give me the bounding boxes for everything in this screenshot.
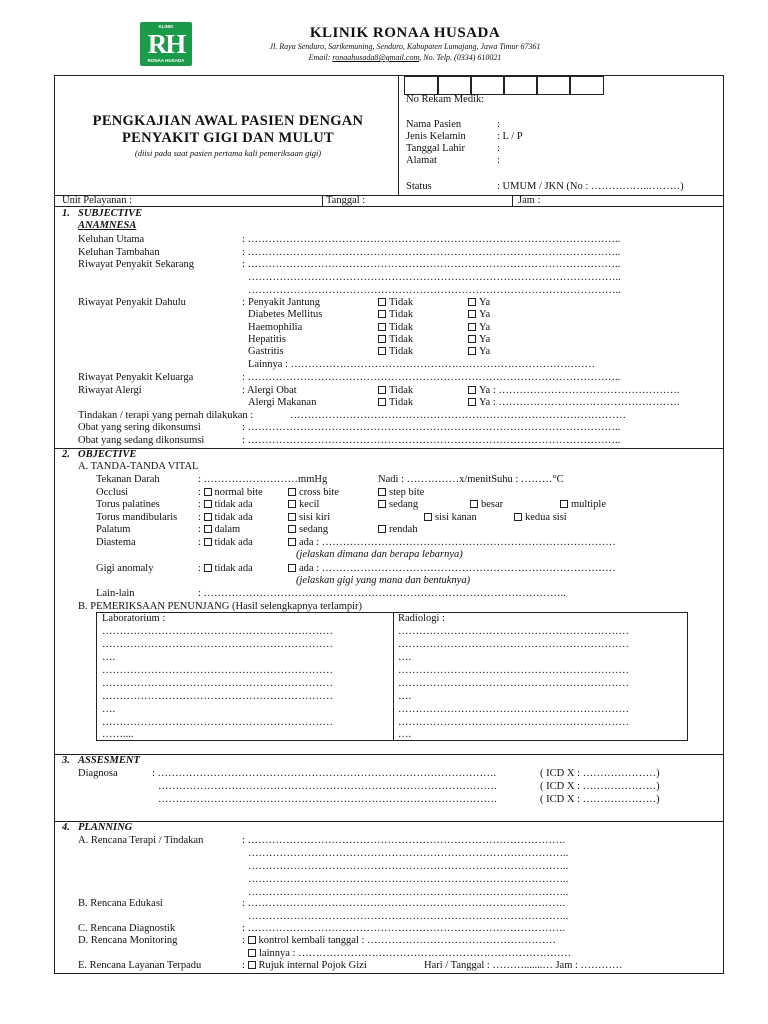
section-divider-4 — [54, 821, 724, 822]
diagnosa-field-1[interactable]: : ……………………………………………………………………………………. — [152, 768, 497, 779]
obat-sering-field[interactable]: : …………………………………………………………………………………………….. — [242, 422, 621, 433]
riwayat-dahulu-label: Riwayat Penyakit Dahulu — [78, 297, 186, 308]
tidak-label: Tidak — [389, 346, 414, 357]
option-label: besar — [481, 499, 504, 510]
icd-field-2[interactable]: ( ICD X : …………………) — [540, 781, 660, 792]
checkbox-icon — [204, 538, 212, 546]
lab-line-4[interactable]: ………………………………………………………… — [102, 665, 333, 676]
tidak-label: Tidak — [389, 334, 414, 345]
lab-line-6[interactable]: ………………………………………………………… — [102, 691, 333, 702]
disease-1-ya[interactable] — [468, 297, 490, 308]
checkbox-icon — [288, 513, 296, 521]
checkbox-icon — [204, 564, 212, 572]
option-label: kedua sisi — [525, 512, 567, 523]
colon-text: : — [198, 499, 204, 510]
rm-box-2[interactable] — [437, 76, 472, 95]
disease-5-ya[interactable] — [468, 346, 490, 357]
tidak-label: Tidak — [389, 297, 414, 308]
unit-row-bottom — [54, 206, 724, 207]
tekanan-label: Tekanan Darah — [96, 474, 160, 485]
ya-label: Ya — [479, 346, 491, 357]
lab-line-9[interactable]: …….... — [102, 729, 134, 740]
occlusi-step[interactable] — [378, 487, 424, 498]
obat-sedang-label: Obat yang sedang dikonsumsi — [78, 435, 205, 446]
rencana-diagnostik-field[interactable]: : ………………………………………………………………………………. — [242, 923, 566, 934]
checkbox-icon — [468, 347, 476, 355]
torus-man-tidak[interactable] — [198, 512, 253, 523]
keluhan-utama-label: Keluhan Utama — [78, 234, 145, 245]
radio-line-2[interactable]: ………………………………………………………… — [398, 639, 629, 650]
palatum-label: Palatum — [96, 524, 131, 535]
disease-2-tidak[interactable] — [378, 309, 413, 320]
alergi-makanan-label: Alergi Makanan — [248, 397, 317, 408]
keluhan-utama-field[interactable]: : …………………………………………………………………………………………….. — [242, 234, 621, 245]
planning-number: 4. — [62, 822, 70, 833]
lab-label: Laboratorium : — [102, 613, 166, 624]
checkbox-icon — [204, 513, 212, 521]
palatum-rendah[interactable] — [378, 524, 418, 535]
checkbox-icon — [514, 513, 522, 521]
torus-pal-besar[interactable] — [470, 499, 503, 510]
checkbox-icon — [468, 323, 476, 331]
lab-line-1[interactable]: ………………………………………………………… — [102, 626, 333, 637]
colon-text: : — [242, 935, 248, 946]
gigi-tidak[interactable] — [198, 563, 253, 574]
objective-number: 2. — [62, 449, 70, 460]
checkbox-icon — [378, 347, 386, 355]
nama-label: Nama Pasien — [406, 119, 462, 130]
email-label: Email: — [308, 53, 333, 62]
option-label: step bite — [389, 487, 425, 498]
option-label: dalam — [214, 524, 241, 535]
checkbox-icon — [560, 500, 568, 508]
radio-line-7[interactable]: ………………………………………………………… — [398, 704, 629, 715]
title-divider — [398, 75, 399, 195]
unit-divider-2 — [512, 195, 513, 206]
disease-2-label: Diabetes Mellitus — [248, 309, 323, 320]
ya-label: Ya — [479, 309, 491, 320]
radio-line-9[interactable]: …. — [398, 729, 412, 740]
rencana-monitoring-label: D. Rencana Monitoring — [78, 935, 178, 946]
tekanan-field[interactable]: : ………………………mmHg — [198, 474, 328, 485]
checkbox-icon — [378, 386, 386, 394]
status-label: Status — [406, 181, 432, 192]
lainnya-option[interactable] — [248, 948, 571, 959]
rm-label: No Rekam Medik: — [406, 94, 485, 105]
riwayat-sekarang-field-3[interactable]: …………………………………………………………………………………………….. — [248, 285, 621, 296]
lab-line-3[interactable]: …. — [102, 652, 116, 663]
radio-label: Radiologi : — [398, 613, 445, 624]
section-divider-3 — [54, 754, 724, 755]
option-label: sisi kanan — [435, 512, 477, 523]
option-label: ada : ………………………………………………………………………… — [299, 563, 616, 574]
rencana-terapi-label: A. Rencana Terapi / Tindakan — [78, 835, 204, 846]
radio-line-3[interactable]: …. — [398, 652, 412, 663]
rencana-terapi-field-2[interactable]: ……………………………………………………………………………….. — [248, 848, 569, 859]
form-title-line1: PENGKAJIAN AWAL PASIEN DENGAN — [92, 113, 364, 129]
email-link[interactable]: ronaahusada8@gmail.com — [332, 53, 420, 62]
lab-line-5[interactable]: ………………………………………………………… — [102, 678, 333, 689]
rencana-edukasi-label: B. Rencana Edukasi — [78, 898, 163, 909]
diastema-tidak[interactable] — [198, 537, 253, 548]
nadi-field[interactable] — [378, 474, 564, 485]
unit-divider-1 — [322, 195, 323, 206]
diastema-ada[interactable] — [288, 537, 616, 548]
option-label: tidak ada — [214, 499, 253, 510]
icd-field-3[interactable]: ( ICD X : …………………) — [540, 794, 660, 805]
assesment-title: ASSESMENT — [78, 755, 140, 766]
ya-label: Ya — [479, 297, 491, 308]
ya-fill-label: Ya : ……………………………………………. — [479, 385, 680, 396]
option-label: normal bite — [214, 487, 263, 498]
checkbox-icon — [288, 488, 296, 496]
torus-pal-kecil[interactable] — [288, 499, 319, 510]
disease-5-label: Gastritis — [248, 346, 284, 357]
rm-box-4[interactable] — [503, 76, 538, 95]
hari-tanggal-field[interactable]: Hari / Tanggal : ……….......… Jam : ………… — [424, 960, 623, 971]
riwayat-keluarga-label: Riwayat Penyakit Keluarga — [78, 372, 194, 383]
tanggal-colon: : — [497, 143, 500, 154]
disease-3-ya[interactable] — [468, 322, 490, 333]
disease-4-ya[interactable] — [468, 334, 490, 345]
penunjang-title: B. PEMERIKSAAN PENUNJANG (Hasil selengkapnya terlampir) — [78, 601, 363, 612]
frame-bottom — [54, 973, 724, 974]
colon-text: : — [198, 524, 204, 535]
unit-tanggal-label[interactable]: Tanggal : — [326, 195, 366, 206]
disease-1-prefix: : — [242, 297, 245, 308]
torus-palatines-label: Torus palatines — [96, 499, 160, 510]
checkbox-icon — [378, 488, 386, 496]
disease-4-tidak[interactable] — [378, 334, 413, 345]
section-divider-2 — [54, 448, 724, 449]
clinic-logo — [140, 22, 192, 66]
unit-pelayanan-label[interactable]: Unit Pelayanan : — [62, 195, 132, 206]
option-label: sisi kiri — [299, 512, 331, 523]
riwayat-keluarga-field[interactable]: : …………………………………………………………………………………………….. — [242, 372, 621, 383]
alamat-colon: : — [497, 155, 500, 166]
radio-line-8[interactable]: ………………………………………………………… — [398, 717, 629, 728]
option-label: cross bite — [299, 487, 339, 498]
rm-box-1[interactable] — [404, 76, 439, 95]
lab-line-8[interactable]: ………………………………………………………… — [102, 717, 333, 728]
disease-5-tidak[interactable] — [378, 346, 413, 357]
gigi-ada[interactable] — [288, 563, 616, 574]
rencana-terapi-field-1[interactable]: : ………………………………………………………………………………. — [242, 835, 566, 846]
tidak-label: Tidak — [389, 385, 414, 396]
checkbox-icon — [248, 936, 256, 944]
disease-2-ya[interactable] — [468, 309, 490, 320]
lab-line-2[interactable]: ………………………………………………………… — [102, 639, 333, 650]
colon-text: : — [198, 487, 204, 498]
rm-box-5[interactable] — [536, 76, 571, 95]
checkbox-icon — [468, 398, 476, 406]
option-label: tidak ada — [214, 512, 253, 523]
torus-man-kiri[interactable] — [288, 512, 330, 523]
alergi-makanan-ya[interactable] — [468, 397, 679, 408]
nama-colon: : — [497, 119, 500, 130]
checkbox-icon — [378, 298, 386, 306]
diagnosa-field-2[interactable]: ……………………………………………………………………………………. — [158, 781, 497, 792]
torus-man-kedua[interactable] — [514, 512, 567, 523]
checkbox-icon — [288, 500, 296, 508]
torus-mandibularis-label: Torus mandibularis — [96, 512, 178, 523]
option-label: tidak ada — [214, 563, 253, 574]
occlusi-label: Occlusi — [96, 487, 129, 498]
rencana-terapi-field-4[interactable]: ……………………………………………………………………………….. — [248, 874, 569, 885]
assesment-number: 3. — [62, 755, 70, 766]
option-label: Rujuk internal Pojok Gizi — [258, 960, 367, 971]
radio-line-6[interactable]: …. — [398, 691, 412, 702]
occlusi-normal[interactable] — [198, 487, 263, 498]
status-value[interactable]: : UMUM / JKN (No : ……………..………) — [497, 181, 684, 192]
checkbox-icon — [204, 500, 212, 508]
disease-4-label: Hepatitis — [248, 334, 286, 345]
radio-line-1[interactable]: ………………………………………………………… — [398, 626, 629, 637]
unit-row-top — [54, 195, 724, 196]
jenis-value[interactable]: : L / P — [497, 131, 523, 142]
keluhan-tambahan-field[interactable]: : …………………………………………………………………………………………….. — [242, 247, 621, 258]
option-label: sedang — [299, 524, 329, 535]
suhu-label: Suhu : ……… — [491, 474, 553, 485]
obat-sedang-field[interactable]: : …………………………………………………………………………………………….. — [242, 435, 621, 446]
checkbox-icon — [468, 310, 476, 318]
gigi-note: (jelaskan gigi yang mana dan bentuknya) — [296, 575, 471, 586]
alergi-obat-label: : Alergi Obat — [242, 385, 297, 396]
checkbox-icon — [378, 323, 386, 331]
riwayat-sekarang-field-2[interactable]: …………………………………………………………………………………………….. — [248, 272, 621, 283]
checkbox-icon — [248, 961, 256, 969]
occlusi-cross[interactable] — [288, 487, 339, 498]
option-label: kontrol kembali tanggal : ……………………………………………… — [258, 935, 557, 946]
riwayat-sekarang-label: Riwayat Penyakit Sekarang — [78, 259, 195, 270]
gigi-anomaly-label: Gigi anomaly — [96, 563, 154, 574]
checkbox-icon — [248, 949, 256, 957]
tanggal-lahir-label: Tanggal Lahir — [406, 143, 466, 154]
planning-title: PLANNING — [78, 822, 133, 833]
checkbox-icon — [288, 564, 296, 572]
riwayat-sekarang-field[interactable]: : …………………………………………………………………………………………….. — [242, 259, 621, 270]
clinic-contact — [220, 53, 590, 62]
obat-sering-label: Obat yang sering dikonsumsi — [78, 422, 201, 433]
vital-title: A. TANDA-TANDA VITAL — [78, 461, 199, 472]
suhu-unit: °C — [552, 474, 564, 485]
alergi-makanan-tidak[interactable] — [378, 397, 413, 408]
tidak-label: Tidak — [389, 397, 414, 408]
kontrol-option[interactable] — [242, 935, 556, 946]
torus-pal-multiple[interactable] — [560, 499, 606, 510]
checkbox-icon — [288, 538, 296, 546]
rm-box-3[interactable] — [470, 76, 505, 95]
option-label: kecil — [299, 499, 320, 510]
alamat-label: Alamat — [406, 155, 437, 166]
diagnosa-label: Diagnosa — [78, 768, 118, 779]
diagnosa-field-3[interactable]: ……………………………………………………………………………………. — [158, 794, 497, 805]
checkbox-icon — [378, 335, 386, 343]
frame-right — [723, 75, 724, 973]
lainnya-field[interactable]: Lainnya : …………………………………………………………………………… — [248, 359, 596, 370]
ya-label: Ya — [479, 322, 491, 333]
logo-top-text: KLINIK — [158, 24, 174, 29]
option-label: multiple — [571, 499, 606, 510]
penunjang-divider — [393, 613, 394, 740]
checkbox-icon — [378, 500, 386, 508]
logo-mark: RH — [147, 29, 185, 59]
frame-top — [54, 75, 724, 76]
rencana-terapi-field-5[interactable]: ……………………………………………………………………………….. — [248, 887, 569, 898]
checkbox-icon — [204, 525, 212, 533]
rencana-edukasi-field-1[interactable]: : ………………………………………………………………………………. — [242, 898, 566, 909]
phone-text: , No. Telp. (0334) 610021 — [419, 53, 502, 62]
checkbox-icon — [204, 488, 212, 496]
checkbox-icon — [378, 525, 386, 533]
unit-jam-label[interactable]: Jam : — [518, 195, 541, 206]
keluhan-tambahan-label: Keluhan Tambahan — [78, 247, 160, 258]
option-label: rendah — [389, 524, 418, 535]
diastema-note: (jelaskan dimana dan berapa lebarnya) — [296, 549, 463, 560]
diastema-label: Diastema — [96, 537, 136, 548]
disease-3-tidak[interactable] — [378, 322, 413, 333]
disease-1-label: Penyakit Jantung — [248, 297, 321, 308]
checkbox-icon — [468, 386, 476, 394]
rencana-edukasi-field-2[interactable]: ……………………………………………………………………………….. — [248, 911, 569, 922]
lain-lain-label: Lain-lain — [96, 588, 135, 599]
option-label: ada : ………………………………………………………………………… — [299, 537, 616, 548]
jenis-label: Jenis Kelamin — [406, 131, 466, 142]
subjective-number: 1. — [62, 208, 70, 219]
ya-fill-label: Ya : ……………………………………………. — [479, 397, 680, 408]
radio-line-4[interactable]: ………………………………………………………… — [398, 665, 629, 676]
rencana-layanan-label: E. Rencana Layanan Terpadu — [78, 960, 202, 971]
subjective-title: SUBJECTIVE — [78, 208, 143, 219]
checkbox-icon — [288, 525, 296, 533]
option-label: lainnya : …………………………………………………………………… — [259, 948, 572, 959]
anamnesa-title: ANAMNESA — [78, 220, 137, 231]
colon-text: : — [198, 537, 204, 548]
torus-pal-sedang[interactable] — [378, 499, 418, 510]
tidak-label: Tidak — [389, 322, 414, 333]
palatum-sedang[interactable] — [288, 524, 328, 535]
disease-3-label: Haemophilia — [248, 322, 303, 333]
palatum-dalam[interactable] — [198, 524, 240, 535]
tidak-label: Tidak — [389, 309, 414, 320]
checkbox-icon — [378, 398, 386, 406]
checkbox-icon — [468, 298, 476, 306]
objective-title: OBJECTIVE — [78, 449, 137, 460]
riwayat-alergi-label: Riwayat Alergi — [78, 385, 142, 396]
logo-bottom-text: RONAA HUSADA — [147, 58, 185, 63]
form-title-line2: PENYAKIT GIGI DAN MULUT — [122, 130, 334, 146]
option-label: tidak ada — [214, 537, 253, 548]
tindakan-field[interactable]: …………………………………………………………………………………… — [290, 410, 626, 421]
rujuk-option[interactable] — [242, 960, 367, 971]
alergi-obat-ya[interactable] — [468, 385, 679, 396]
colon-text: : — [242, 960, 248, 971]
tindakan-label: Tindakan / terapi yang pernah dilakukan : — [78, 410, 254, 421]
radio-line-5[interactable]: ………………………………………………………… — [398, 678, 629, 689]
lab-line-7[interactable]: …. — [102, 704, 116, 715]
frame-left — [54, 75, 55, 973]
colon-text: : — [198, 563, 204, 574]
ya-label: Ya — [479, 334, 491, 345]
form-subtitle: (diisi pada saat pasien pertama kali pemeriksaan gigi) — [134, 148, 322, 158]
checkbox-icon — [470, 500, 478, 508]
disease-1-tidak[interactable] — [378, 297, 413, 308]
torus-man-kanan[interactable] — [424, 512, 477, 523]
option-label: sedang — [389, 499, 419, 510]
checkbox-icon — [468, 335, 476, 343]
rencana-terapi-field-3[interactable]: ……………………………………………………………………………….. — [248, 861, 569, 872]
checkbox-icon — [378, 310, 386, 318]
clinic-name: KLINIK RONAA HUSADA — [309, 25, 501, 41]
nadi-label: Nadi : ……………x/menit — [378, 474, 492, 485]
lain-lain-field[interactable]: : ………………………………………………………………………………………….. — [198, 588, 566, 599]
clinic-address: Jl. Raya Senduro, Sarikemuning, Senduro, Kabupaten Lumajang, Jawa Timur 67361 — [269, 42, 541, 51]
torus-pal-tidak[interactable] — [198, 499, 253, 510]
colon-text: : — [198, 512, 204, 523]
rencana-diagnostik-label: C. Rencana Diagnostik — [78, 923, 176, 934]
alergi-obat-tidak[interactable] — [378, 385, 413, 396]
checkbox-icon — [424, 513, 432, 521]
rm-box-6[interactable] — [569, 76, 604, 95]
icd-field-1[interactable]: ( ICD X : …………………) — [540, 768, 660, 779]
